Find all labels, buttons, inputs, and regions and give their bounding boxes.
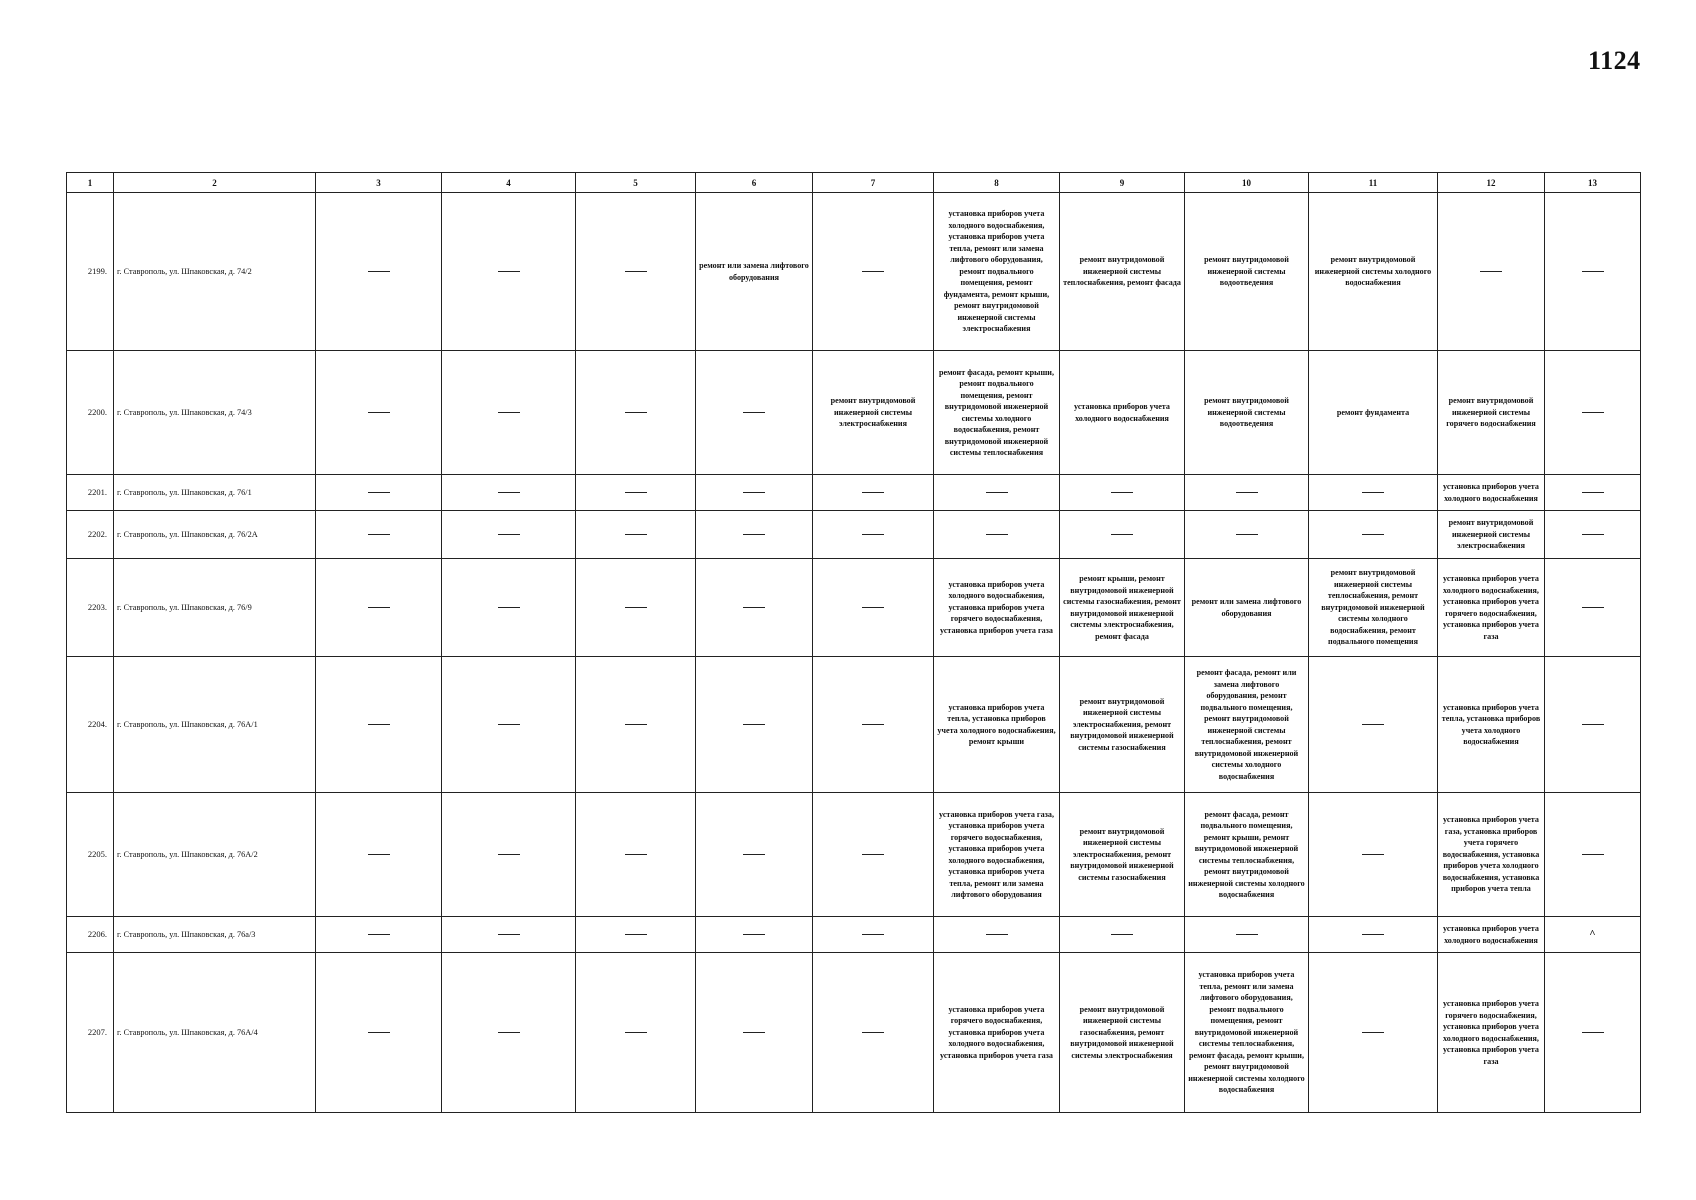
dash-mark: [498, 854, 520, 855]
empty-dash-cell: [1060, 917, 1185, 953]
empty-dash-cell: [316, 475, 442, 511]
work-description-cell: ремонт фасада, ремонт или замена лифтового оборудования, ремонт подвального помещения, ремонт внутридомовой инженерной системы теплоснабжения, ремонт внутридомовой инженерной системы холодного водоснабжения: [1185, 657, 1309, 793]
work-description-cell: установка приборов учета газа, установка приборов учета горячего водоснабжения, установка приборов учета холодного водоснабжения, установка приборов учета тепла, ремонт или замена лифтового оборудования: [934, 793, 1060, 917]
empty-dash-cell: [576, 917, 696, 953]
dash-mark: [625, 534, 647, 535]
empty-dash-cell: [1309, 475, 1438, 511]
row-number: 2202.: [67, 511, 114, 559]
column-number-row: [67, 173, 1641, 193]
column-header: 4: [442, 173, 576, 193]
address-cell: г. Ставрополь, ул. Шпаковская, д. 76а/3: [114, 917, 316, 953]
dash-mark: [498, 607, 520, 608]
empty-dash-cell: [442, 511, 576, 559]
work-description-cell: ремонт внутридомовой инженерной системы электроснабжения: [1438, 511, 1545, 559]
dash-mark: [1362, 1032, 1384, 1033]
table-row: [67, 793, 1641, 917]
dash-mark: [1582, 607, 1604, 608]
dash-mark: [1111, 492, 1133, 493]
empty-dash-cell: [1545, 793, 1641, 917]
table-row: [67, 511, 1641, 559]
work-description-cell: ремонт внутридомовой инженерной системы водоотведения: [1185, 351, 1309, 475]
dash-mark: [1111, 534, 1133, 535]
empty-dash-cell: [813, 475, 934, 511]
empty-dash-cell: [1309, 657, 1438, 793]
table-body: [67, 193, 1641, 1113]
work-description-cell: ремонт внутридомовой инженерной системы холодного водоснабжения: [1309, 193, 1438, 351]
dash-mark: [743, 854, 765, 855]
empty-dash-cell: [696, 953, 813, 1113]
dash-mark: [368, 607, 390, 608]
dash-mark: [1480, 271, 1502, 272]
work-description-cell: ремонт крыши, ремонт внутридомовой инженерной системы газоснабжения, ремонт внутридомовой инженерной системы электроснабжения, ремонт фасада: [1060, 559, 1185, 657]
dash-mark: [498, 1032, 520, 1033]
dash-mark: [498, 934, 520, 935]
empty-dash-cell: [696, 559, 813, 657]
table-row: [67, 953, 1641, 1113]
dash-mark: [625, 1032, 647, 1033]
address-cell: г. Ставрополь, ул. Шпаковская, д. 74/2: [114, 193, 316, 351]
work-description-cell: ремонт внутридомовой инженерной системы электроснабжения: [813, 351, 934, 475]
empty-dash-cell: [1545, 657, 1641, 793]
empty-dash-cell: [316, 657, 442, 793]
empty-dash-cell: [696, 657, 813, 793]
empty-dash-cell: [576, 193, 696, 351]
empty-dash-cell: [696, 917, 813, 953]
dash-mark: [743, 492, 765, 493]
address-cell: г. Ставрополь, ул. Шпаковская, д. 76А/4: [114, 953, 316, 1113]
empty-dash-cell: [1309, 511, 1438, 559]
address-cell: г. Ставрополь, ул. Шпаковская, д. 76А/1: [114, 657, 316, 793]
dash-mark: [625, 607, 647, 608]
empty-dash-cell: [316, 511, 442, 559]
dash-mark: [368, 271, 390, 272]
dash-mark: [862, 934, 884, 935]
row-number: 2207.: [67, 953, 114, 1113]
column-header: 3: [316, 173, 442, 193]
empty-dash-cell: [1309, 917, 1438, 953]
mark-cell: [1545, 917, 1641, 953]
table-row: [67, 917, 1641, 953]
dash-mark: [862, 1032, 884, 1033]
dash-mark: [743, 534, 765, 535]
row-number: 2200.: [67, 351, 114, 475]
dash-mark: [368, 534, 390, 535]
row-number: 2206.: [67, 917, 114, 953]
column-header: 9: [1060, 173, 1185, 193]
mark-text: ^: [1589, 927, 1596, 940]
row-number: 2205.: [67, 793, 114, 917]
dash-mark: [368, 492, 390, 493]
dash-mark: [625, 854, 647, 855]
empty-dash-cell: [316, 193, 442, 351]
dash-mark: [1111, 934, 1133, 935]
column-header: 11: [1309, 173, 1438, 193]
empty-dash-cell: [442, 917, 576, 953]
dash-mark: [862, 607, 884, 608]
empty-dash-cell: [813, 953, 934, 1113]
work-description-cell: ремонт внутридомовой инженерной системы теплоснабжения, ремонт внутридомовой инженерной системы холодного водоснабжения, ремонт подвального помещения: [1309, 559, 1438, 657]
empty-dash-cell: [1185, 475, 1309, 511]
dash-mark: [743, 607, 765, 608]
dash-mark: [498, 534, 520, 535]
work-description-cell: ремонт фасада, ремонт крыши, ремонт подвального помещения, ремонт внутридомовой инженерной системы холодного водоснабжения, ремонт внутридомовой инженерной системы теплоснабжения: [934, 351, 1060, 475]
work-description-cell: установка приборов учета газа, установка приборов учета горячего водоснабжения, установка приборов учета холодного водоснабжения, установка приборов учета тепла: [1438, 793, 1545, 917]
dash-mark: [368, 1032, 390, 1033]
empty-dash-cell: [576, 559, 696, 657]
empty-dash-cell: [442, 559, 576, 657]
empty-dash-cell: [696, 351, 813, 475]
empty-dash-cell: [1309, 793, 1438, 917]
empty-dash-cell: [442, 953, 576, 1113]
dash-mark: [1236, 534, 1258, 535]
empty-dash-cell: [442, 193, 576, 351]
empty-dash-cell: [316, 953, 442, 1113]
dash-mark: [743, 724, 765, 725]
empty-dash-cell: [1438, 193, 1545, 351]
dash-mark: [368, 854, 390, 855]
dash-mark: [625, 492, 647, 493]
empty-dash-cell: [934, 511, 1060, 559]
dash-mark: [1582, 724, 1604, 725]
empty-dash-cell: [813, 917, 934, 953]
empty-dash-cell: [696, 475, 813, 511]
repair-schedule-table: [66, 172, 1641, 1113]
dash-mark: [1236, 492, 1258, 493]
column-header: 7: [813, 173, 934, 193]
table-row: [67, 475, 1641, 511]
column-header: 8: [934, 173, 1060, 193]
empty-dash-cell: [934, 917, 1060, 953]
empty-dash-cell: [813, 657, 934, 793]
dash-mark: [625, 724, 647, 725]
empty-dash-cell: [576, 511, 696, 559]
work-description-cell: установка приборов учета тепла, установка приборов учета холодного водоснабжения, ремонт крыши: [934, 657, 1060, 793]
column-header: 1: [67, 173, 114, 193]
work-description-cell: установка приборов учета холодного водоснабжения, установка приборов учета тепла, ремонт или замена лифтового оборудования, ремонт подвального помещения, ремонт фундамента, ремонт крыши, ремонт внутридомовой инженерной системы электроснабжения: [934, 193, 1060, 351]
dash-mark: [625, 271, 647, 272]
empty-dash-cell: [442, 793, 576, 917]
dash-mark: [1582, 492, 1604, 493]
work-description-cell: установка приборов учета горячего водоснабжения, установка приборов учета холодного водоснабжения, установка приборов учета газа: [934, 953, 1060, 1113]
row-number: 2204.: [67, 657, 114, 793]
empty-dash-cell: [1545, 193, 1641, 351]
empty-dash-cell: [696, 511, 813, 559]
empty-dash-cell: [1185, 917, 1309, 953]
dash-mark: [1362, 934, 1384, 935]
work-description-cell: ремонт или замена лифтового оборудования: [696, 193, 813, 351]
empty-dash-cell: [1060, 475, 1185, 511]
address-cell: г. Ставрополь, ул. Шпаковская, д. 76/1: [114, 475, 316, 511]
work-description-cell: установка приборов учета холодного водоснабжения: [1438, 917, 1545, 953]
dash-mark: [498, 412, 520, 413]
dash-mark: [986, 492, 1008, 493]
row-number: 2201.: [67, 475, 114, 511]
empty-dash-cell: [1545, 511, 1641, 559]
work-description-cell: установка приборов учета холодного водоснабжения: [1438, 475, 1545, 511]
table-row: [67, 657, 1641, 793]
empty-dash-cell: [442, 657, 576, 793]
dash-mark: [498, 724, 520, 725]
empty-dash-cell: [696, 793, 813, 917]
work-description-cell: ремонт внутридомовой инженерной системы электроснабжения, ремонт внутридомовой инженерной системы газоснабжения: [1060, 793, 1185, 917]
dash-mark: [368, 724, 390, 725]
empty-dash-cell: [813, 559, 934, 657]
work-description-cell: установка приборов учета холодного водоснабжения: [1060, 351, 1185, 475]
work-description-cell: установка приборов учета тепла, ремонт или замена лифтового оборудования, ремонт подвального помещения, ремонт внутридомовой инженерной системы теплоснабжения, ремонт фасада, ремонт крыши, ремонт внутридомовой инженерной системы холодного водоснабжения: [1185, 953, 1309, 1113]
empty-dash-cell: [316, 351, 442, 475]
dash-mark: [743, 934, 765, 935]
empty-dash-cell: [813, 511, 934, 559]
empty-dash-cell: [1545, 351, 1641, 475]
address-cell: г. Ставрополь, ул. Шпаковская, д. 76А/2: [114, 793, 316, 917]
address-cell: г. Ставрополь, ул. Шпаковская, д. 76/9: [114, 559, 316, 657]
address-cell: г. Ставрополь, ул. Шпаковская, д. 74/3: [114, 351, 316, 475]
work-description-cell: ремонт внутридомовой инженерной системы теплоснабжения, ремонт фасада: [1060, 193, 1185, 351]
dash-mark: [743, 412, 765, 413]
work-description-cell: ремонт внутридомовой инженерной системы газоснабжения, ремонт внутридомовой инженерной системы электроснабжения: [1060, 953, 1185, 1113]
empty-dash-cell: [1545, 475, 1641, 511]
dash-mark: [368, 934, 390, 935]
work-description-cell: ремонт внутридомовой инженерной системы горячего водоснабжения: [1438, 351, 1545, 475]
dash-mark: [625, 412, 647, 413]
repair-schedule-table-wrap: [66, 172, 1641, 1113]
table-row: [67, 193, 1641, 351]
dash-mark: [862, 854, 884, 855]
row-number: 2199.: [67, 193, 114, 351]
dash-mark: [498, 492, 520, 493]
column-header: 5: [576, 173, 696, 193]
column-header: 12: [1438, 173, 1545, 193]
column-header: 10: [1185, 173, 1309, 193]
empty-dash-cell: [442, 475, 576, 511]
dash-mark: [1582, 271, 1604, 272]
column-header: 13: [1545, 173, 1641, 193]
empty-dash-cell: [576, 351, 696, 475]
work-description-cell: ремонт или замена лифтового оборудования: [1185, 559, 1309, 657]
table-row: [67, 559, 1641, 657]
empty-dash-cell: [442, 351, 576, 475]
empty-dash-cell: [1060, 511, 1185, 559]
empty-dash-cell: [316, 917, 442, 953]
dash-mark: [1236, 934, 1258, 935]
row-number: 2203.: [67, 559, 114, 657]
empty-dash-cell: [813, 193, 934, 351]
dash-mark: [1582, 534, 1604, 535]
dash-mark: [625, 934, 647, 935]
empty-dash-cell: [576, 475, 696, 511]
dash-mark: [862, 534, 884, 535]
dash-mark: [862, 724, 884, 725]
empty-dash-cell: [813, 793, 934, 917]
work-description-cell: установка приборов учета холодного водоснабжения, установка приборов учета горячего водоснабжения, установка приборов учета газа: [1438, 559, 1545, 657]
dash-mark: [1362, 492, 1384, 493]
dash-mark: [1582, 1032, 1604, 1033]
dash-mark: [986, 534, 1008, 535]
table-row: [67, 351, 1641, 475]
address-cell: г. Ставрополь, ул. Шпаковская, д. 76/2А: [114, 511, 316, 559]
dash-mark: [743, 1032, 765, 1033]
work-description-cell: ремонт фундамента: [1309, 351, 1438, 475]
dash-mark: [1362, 724, 1384, 725]
dash-mark: [1362, 854, 1384, 855]
empty-dash-cell: [1309, 953, 1438, 1113]
empty-dash-cell: [1185, 511, 1309, 559]
dash-mark: [1582, 412, 1604, 413]
column-header: 2: [114, 173, 316, 193]
empty-dash-cell: [576, 657, 696, 793]
work-description-cell: установка приборов учета тепла, установка приборов учета холодного водоснабжения: [1438, 657, 1545, 793]
empty-dash-cell: [934, 475, 1060, 511]
dash-mark: [498, 271, 520, 272]
dash-mark: [1582, 854, 1604, 855]
work-description-cell: установка приборов учета горячего водоснабжения, установка приборов учета холодного водоснабжения, установка приборов учета газа: [1438, 953, 1545, 1113]
dash-mark: [862, 492, 884, 493]
empty-dash-cell: [576, 953, 696, 1113]
work-description-cell: ремонт внутридомовой инженерной системы электроснабжения, ремонт внутридомовой инженерной системы газоснабжения: [1060, 657, 1185, 793]
empty-dash-cell: [1545, 953, 1641, 1113]
column-header: 6: [696, 173, 813, 193]
empty-dash-cell: [316, 559, 442, 657]
empty-dash-cell: [1545, 559, 1641, 657]
empty-dash-cell: [316, 793, 442, 917]
page-number: 1124: [1588, 46, 1641, 75]
dash-mark: [986, 934, 1008, 935]
dash-mark: [862, 271, 884, 272]
work-description-cell: ремонт внутридомовой инженерной системы водоотведения: [1185, 193, 1309, 351]
dash-mark: [368, 412, 390, 413]
dash-mark: [1362, 534, 1384, 535]
work-description-cell: установка приборов учета холодного водоснабжения, установка приборов учета горячего водоснабжения, установка приборов учета газа: [934, 559, 1060, 657]
work-description-cell: ремонт фасада, ремонт подвального помещения, ремонт крыши, ремонт внутридомовой инженерной системы теплоснабжения, ремонт внутридомовой инженерной системы холодного водоснабжения: [1185, 793, 1309, 917]
empty-dash-cell: [576, 793, 696, 917]
